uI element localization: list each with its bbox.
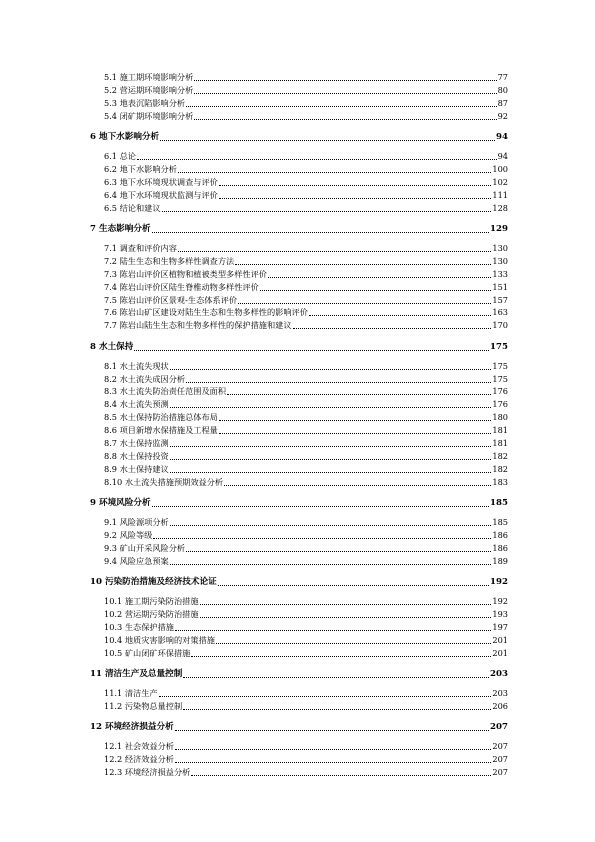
toc-page-number: 128 bbox=[492, 202, 508, 213]
toc-entry-title: 10.4 地质灾害影响的对策措施 bbox=[104, 634, 215, 645]
dot-leader bbox=[200, 603, 492, 605]
toc-page-number: 189 bbox=[492, 555, 508, 566]
toc-section-entry[interactable] bbox=[90, 575, 508, 588]
toc-page-number: 201 bbox=[492, 634, 508, 645]
dot-leader bbox=[170, 406, 492, 408]
toc-entry-title: 10.5 矿山闭矿环保措施 bbox=[104, 647, 191, 658]
toc-page-number: 185 bbox=[492, 517, 508, 527]
dot-leader bbox=[219, 197, 491, 199]
toc-subsection-entry[interactable] bbox=[90, 70, 508, 83]
dot-leader bbox=[178, 250, 491, 252]
toc-entry-title: 6.3 地下水环境现状调查与评价 bbox=[104, 176, 218, 187]
dot-leader bbox=[191, 774, 491, 776]
dot-leader bbox=[194, 79, 496, 81]
toc-subsection-entry[interactable] bbox=[90, 241, 508, 254]
dot-leader bbox=[224, 484, 491, 486]
toc-entry-title: 6 地下水影响分析 bbox=[90, 132, 160, 143]
toc-entry-title: 6.4 地下水环境现状监测与评价 bbox=[104, 189, 218, 200]
toc-entry-title: 8.3 水土流失防治责任范围及面积 bbox=[104, 386, 227, 397]
dot-leader bbox=[175, 629, 491, 631]
toc-subsection-entry[interactable] bbox=[90, 436, 508, 449]
toc-subsection-entry[interactable] bbox=[90, 607, 508, 620]
toc-entry-title: 8.2 水土流失成因分析 bbox=[104, 373, 186, 384]
toc-page-number: 130 bbox=[492, 255, 508, 266]
toc-entry-title: 8.6 项目新增水保措施及工程量 bbox=[104, 425, 218, 436]
toc-page-number: 130 bbox=[492, 242, 508, 253]
toc-entry-title: 8.7 水土保持监测 bbox=[104, 438, 169, 448]
toc-page-number: 182 bbox=[492, 463, 508, 474]
toc-subsection-entry[interactable] bbox=[90, 384, 508, 397]
dot-leader bbox=[235, 263, 491, 265]
toc-entry-title: 12.3 环境经济损益分析 bbox=[104, 766, 191, 777]
toc-entry-title: 6.2 地下水影响分析 bbox=[104, 163, 177, 174]
toc-page-number: 206 bbox=[492, 700, 508, 711]
toc-entry-title: 6.1 总论 bbox=[104, 151, 136, 161]
toc-page-number: 133 bbox=[492, 268, 508, 279]
toc-page-number: 207 bbox=[490, 722, 508, 733]
dot-leader bbox=[260, 289, 492, 291]
toc-subsection-entry[interactable] bbox=[90, 267, 508, 280]
toc-page-number: 203 bbox=[490, 669, 508, 679]
dot-leader bbox=[219, 432, 491, 434]
dot-leader bbox=[178, 171, 491, 173]
toc-page-number: 87 bbox=[497, 97, 508, 108]
dot-leader bbox=[216, 642, 491, 644]
dot-leader bbox=[175, 729, 489, 731]
toc-entry-title: 5.2 营运期环境影响分析 bbox=[104, 84, 194, 95]
toc-entry-title: 11 清洁生产及总量控制 bbox=[90, 669, 183, 679]
toc-subsection-entry[interactable] bbox=[90, 372, 508, 385]
dot-leader bbox=[238, 302, 491, 304]
dot-leader bbox=[159, 695, 492, 697]
toc-entry-title: 8.10 水土流失措施预期效益分析 bbox=[104, 476, 224, 487]
dot-leader bbox=[186, 381, 491, 383]
toc-page-number: 193 bbox=[492, 608, 508, 619]
dot-leader bbox=[194, 92, 496, 94]
toc-entry-title: 7 生态影响分析 bbox=[90, 224, 151, 234]
dot-leader bbox=[160, 139, 495, 141]
dot-leader bbox=[170, 368, 492, 370]
toc-subsection-entry[interactable] bbox=[90, 594, 508, 607]
toc-entry-title: 7.7 陈岩山陆生生态和生物多样性的保护措施和建议 bbox=[104, 320, 292, 331]
toc-subsection-entry[interactable] bbox=[90, 423, 508, 436]
toc-subsection-entry[interactable] bbox=[90, 175, 508, 188]
toc-subsection-entry[interactable] bbox=[90, 752, 508, 765]
toc-page-number: 170 bbox=[492, 320, 508, 331]
toc-subsection-entry[interactable] bbox=[90, 318, 508, 331]
toc-subsection-entry[interactable] bbox=[90, 633, 508, 646]
toc-entry-title: 10.2 营运期污染防治措施 bbox=[104, 608, 199, 619]
toc-entry-title: 5.1 施工期环境影响分析 bbox=[104, 72, 194, 82]
toc-subsection-entry[interactable] bbox=[90, 280, 508, 293]
toc-page-number: 192 bbox=[490, 577, 508, 588]
toc-section-entry[interactable] bbox=[90, 496, 508, 509]
toc-entry-title: 7.4 陈岩山评价区陆生脊椎动物多样性评价 bbox=[104, 281, 259, 292]
toc-page-number: 197 bbox=[492, 621, 508, 632]
toc-page-number: 181 bbox=[492, 425, 508, 436]
dot-leader bbox=[227, 393, 491, 395]
toc-entry-title: 9.1 风险源项分析 bbox=[104, 517, 169, 527]
dot-leader bbox=[162, 210, 492, 212]
toc-page-number: 176 bbox=[492, 399, 508, 410]
toc-subsection-entry[interactable] bbox=[90, 515, 508, 528]
dot-leader bbox=[175, 748, 491, 750]
toc-entry-title: 11.2 污染物总量控制 bbox=[104, 700, 183, 711]
dot-leader bbox=[194, 118, 496, 120]
toc-entry-title: 10 污染防治措施及经济技术论证 bbox=[90, 577, 217, 588]
toc-page-number: 77 bbox=[497, 72, 508, 82]
toc-subsection-entry[interactable] bbox=[90, 686, 508, 699]
toc-page-number: 102 bbox=[492, 176, 508, 187]
toc-subsection-entry[interactable] bbox=[90, 359, 508, 372]
toc-page-number: 207 bbox=[492, 766, 508, 777]
dot-leader bbox=[175, 761, 491, 763]
toc-entry-title: 8 水土保持 bbox=[90, 341, 134, 352]
toc-page-number: 201 bbox=[492, 647, 508, 658]
toc-subsection-entry[interactable] bbox=[90, 305, 508, 318]
toc-subsection-entry[interactable] bbox=[90, 699, 508, 712]
dot-leader bbox=[191, 655, 491, 657]
toc-entry-title: 7.1 调查和评价内容 bbox=[104, 242, 177, 253]
dot-leader bbox=[170, 524, 492, 526]
toc-subsection-entry[interactable] bbox=[90, 475, 508, 488]
dot-leader bbox=[219, 419, 491, 421]
toc-entry-title: 12.1 社会效益分析 bbox=[104, 741, 174, 752]
toc-entry-title: 7.2 陆生生态和生物多样性调查方法 bbox=[104, 255, 235, 266]
toc-page-number: 151 bbox=[492, 281, 508, 292]
toc-subsection-entry[interactable] bbox=[90, 765, 508, 778]
toc-entry-title: 8.9 水土保持建议 bbox=[104, 463, 169, 474]
toc-subsection-entry[interactable] bbox=[90, 554, 508, 567]
toc-subsection-entry[interactable] bbox=[90, 397, 508, 410]
dot-leader bbox=[268, 276, 491, 278]
dot-leader bbox=[170, 563, 492, 565]
toc-subsection-entry[interactable] bbox=[90, 109, 508, 122]
toc-entry-title: 9.2 风险等级 bbox=[104, 529, 153, 540]
toc-page-number: 183 bbox=[492, 476, 508, 487]
dot-leader bbox=[152, 505, 490, 507]
toc-subsection-entry[interactable] bbox=[90, 149, 508, 162]
toc-page-number: 207 bbox=[492, 741, 508, 752]
toc-entry-title: 9.3 矿山开采风险分析 bbox=[104, 542, 186, 553]
dot-leader bbox=[293, 327, 492, 329]
toc-subsection-entry[interactable] bbox=[90, 96, 508, 109]
dot-leader bbox=[186, 105, 496, 107]
dot-leader bbox=[186, 550, 491, 552]
toc-entry-title: 10.1 施工期污染防治措施 bbox=[104, 596, 199, 606]
toc-page-number: 192 bbox=[492, 596, 508, 606]
toc-section-entry[interactable] bbox=[90, 130, 508, 143]
toc-page-number: 175 bbox=[492, 373, 508, 384]
toc-entry-title: 6.5 结论和建议 bbox=[104, 202, 161, 213]
dot-leader bbox=[170, 458, 492, 460]
toc-entry-title: 7.5 陈岩山评价区景观-生态体系评价 bbox=[104, 294, 238, 305]
toc-page-number: 186 bbox=[492, 542, 508, 553]
toc-entry-title: 9.4 风险应急预案 bbox=[104, 555, 169, 566]
toc-subsection-entry[interactable] bbox=[90, 162, 508, 175]
toc-subsection-entry[interactable] bbox=[90, 293, 508, 306]
toc-entry-title: 12 环境经济损益分析 bbox=[90, 722, 174, 733]
toc-entry-title: 7.6 陈岩山矿区建设对陆生生态和生物多样性的影响评价 bbox=[104, 307, 308, 318]
toc-entry-title: 8.8 水土保持投资 bbox=[104, 450, 169, 461]
toc-subsection-entry[interactable] bbox=[90, 201, 508, 214]
toc-page-number: 163 bbox=[492, 307, 508, 318]
dot-leader bbox=[170, 445, 492, 447]
toc-entry-title: 5.3 地表沉陷影响分析 bbox=[104, 97, 186, 108]
toc-subsection-entry[interactable] bbox=[90, 449, 508, 462]
toc-subsection-entry[interactable] bbox=[90, 410, 508, 423]
toc-subsection-entry[interactable] bbox=[90, 462, 508, 475]
toc-section-entry[interactable] bbox=[90, 222, 508, 235]
toc-subsection-entry[interactable] bbox=[90, 620, 508, 633]
toc-section-entry[interactable] bbox=[90, 667, 508, 680]
toc-page-number: 92 bbox=[497, 110, 508, 121]
toc-page-number: 129 bbox=[490, 224, 508, 234]
toc-subsection-entry[interactable] bbox=[90, 188, 508, 201]
toc-page-number: 111 bbox=[492, 189, 508, 200]
toc-page-number: 175 bbox=[492, 360, 508, 371]
toc-entry-title: 12.2 经济效益分析 bbox=[104, 754, 174, 764]
toc-subsection-entry[interactable] bbox=[90, 528, 508, 541]
toc-entry-title: 7.3 陈岩山评价区植物和植被类型多样性评价 bbox=[104, 268, 267, 279]
toc-page-number: 175 bbox=[490, 341, 508, 352]
toc-entry-title: 9 环境风险分析 bbox=[90, 498, 151, 509]
toc-subsection-entry[interactable] bbox=[90, 646, 508, 659]
dot-leader bbox=[153, 537, 491, 539]
toc-page-number: 185 bbox=[490, 498, 508, 509]
toc-entry-title: 5.4 闭矿期环境影响分析 bbox=[104, 110, 194, 121]
toc-page-number: 186 bbox=[492, 529, 508, 540]
toc-page-number: 207 bbox=[492, 754, 508, 764]
toc-page-number: 94 bbox=[496, 132, 508, 143]
dot-leader bbox=[200, 616, 492, 618]
toc-page-number: 100 bbox=[492, 163, 508, 174]
dot-leader bbox=[183, 708, 491, 710]
toc-page-number: 157 bbox=[492, 294, 508, 305]
dot-leader bbox=[134, 349, 489, 351]
dot-leader bbox=[218, 584, 489, 586]
toc-entry-title: 8.5 水土保持防治措施总体布局 bbox=[104, 412, 218, 423]
toc-section-entry[interactable] bbox=[90, 720, 508, 733]
toc-page-number: 203 bbox=[492, 687, 508, 698]
toc-subsection-entry[interactable] bbox=[90, 254, 508, 267]
toc-section-entry[interactable] bbox=[90, 340, 508, 353]
dot-leader bbox=[152, 231, 490, 233]
toc-page-number: 180 bbox=[492, 412, 508, 423]
toc-page-number: 80 bbox=[497, 84, 508, 95]
toc-entry-title: 10.3 生态保护措施 bbox=[104, 621, 174, 632]
toc-page-number: 94 bbox=[497, 151, 508, 161]
dot-leader bbox=[219, 184, 491, 186]
toc-page-number: 181 bbox=[492, 438, 508, 448]
toc-page-number: 176 bbox=[492, 386, 508, 397]
dot-leader bbox=[183, 676, 489, 678]
dot-leader bbox=[170, 471, 492, 473]
toc-entry-title: 8.4 水土流失预测 bbox=[104, 399, 169, 410]
toc-entry-title: 11.1 清洁生产 bbox=[104, 687, 158, 698]
toc-subsection-entry[interactable] bbox=[90, 541, 508, 554]
toc-subsection-entry[interactable] bbox=[90, 739, 508, 752]
dot-leader bbox=[309, 314, 491, 316]
dot-leader bbox=[137, 158, 497, 160]
toc-page-number: 182 bbox=[492, 450, 508, 461]
toc-subsection-entry[interactable] bbox=[90, 83, 508, 96]
toc-entry-title: 8.1 水土流失现状 bbox=[104, 360, 169, 371]
